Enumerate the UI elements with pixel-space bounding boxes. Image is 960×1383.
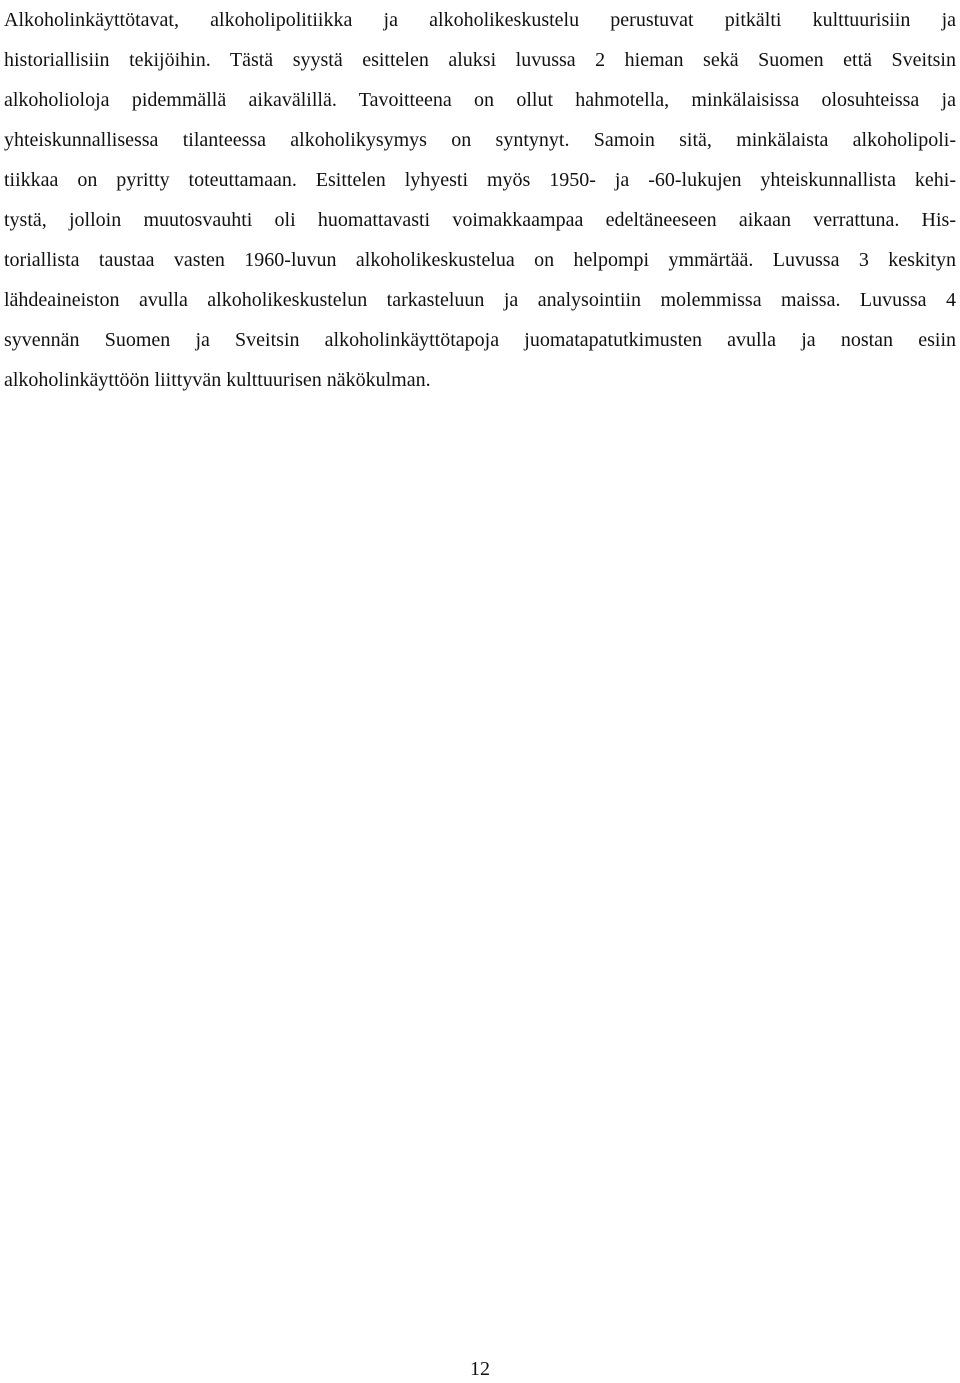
body-paragraph — [4, 0, 956, 400]
paragraph-line: alkoholioloja pidemmällä aikavälillä. Tavoitteena on ollut hahmotella, minkälaisissa olosuhteissa ja — [4, 89, 956, 111]
paragraph-line: alkoholinkäyttöön liittyvän kulttuurisen näkökulman. — [4, 369, 431, 391]
paragraph-line: Alkoholinkäyttötavat, alkoholipolitiikka ja alkoholikeskustelu perustuvat pitkälti kulttuurisiin ja — [4, 9, 956, 31]
paragraph-line: historiallisiin tekijöihin. Tästä syystä esittelen aluksi luvussa 2 hieman sekä Suomen että Sveitsin — [4, 49, 956, 71]
page-number: 12 — [470, 1358, 490, 1380]
paragraph-line: lähdeaineiston avulla alkoholikeskustelun tarkasteluun ja analysointiin molemmissa maissa. Luvussa 4 — [4, 289, 956, 311]
paragraph-line: toriallista taustaa vasten 1960-luvun alkoholikeskustelua on helpompi ymmärtää. Luvussa 3 keskityn — [4, 249, 956, 271]
paragraph-line: syvennän Suomen ja Sveitsin alkoholinkäyttötapoja juomatapatutkimusten avulla ja nostan esiin — [4, 329, 956, 351]
paragraph-line: tiikkaa on pyritty toteuttamaan. Esittelen lyhyesti myös 1950- ja -60-lukujen yhteiskunnallista kehi- — [4, 169, 956, 191]
paragraph-line: tystä, jolloin muutosvauhti oli huomattavasti voimakkaampaa edeltäneeseen aikaan verrattuna. His- — [4, 209, 956, 231]
paragraph-line: yhteiskunnallisessa tilanteessa alkoholikysymys on syntynyt. Samoin sitä, minkälaista alkoholipoli- — [4, 129, 956, 151]
